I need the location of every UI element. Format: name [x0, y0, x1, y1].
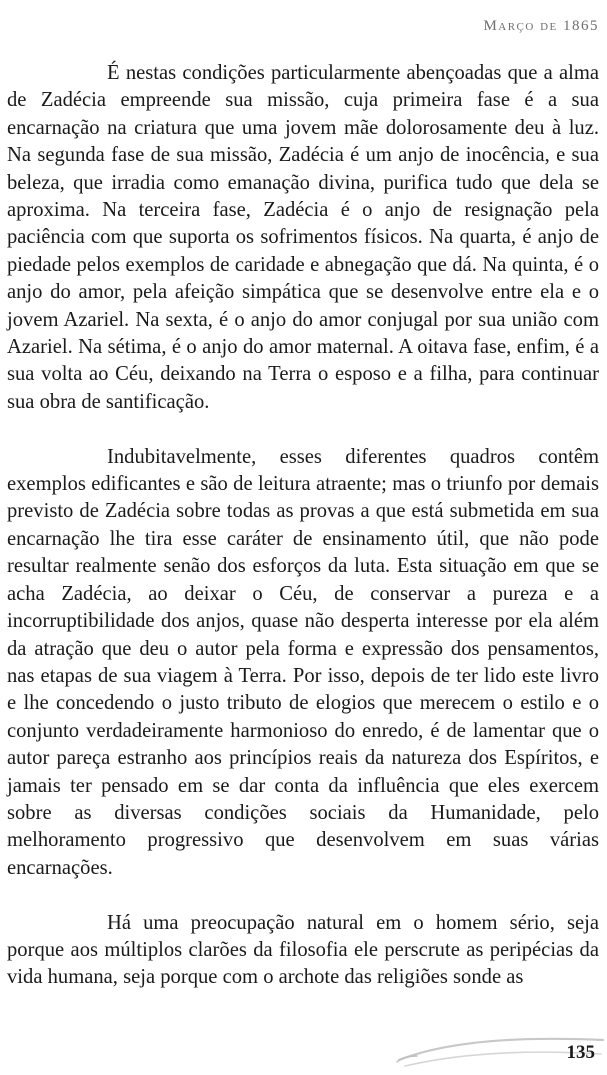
page-footer	[0, 1028, 607, 1075]
page-number: 135	[566, 1042, 595, 1063]
page-body	[7, 60, 599, 992]
paragraph-1: É nestas condições particularmente abençoadas que a alma de Zadécia empreende sua missão, cuja primeira fase é a sua encarnação na criatura que uma jovem mãe dolorosamente deu à luz. Na segunda fase de sua missão, Zadécia é um anjo de inocência, e sua beleza, que irradia como emanação divina, purifica tudo que dela se aproxima. Na terceira fase, Zadécia é o anjo de resignação pela paciência com que suporta os sofrimentos físicos. Na quarta, é anjo de piedade pelos exemplos de caridade e abnegação que dá. Na quinta, é o anjo do amor, pela afeição simpática que se desenvolve entre ela e o jovem Azariel. Na sexta, é o anjo do amor conjugal por sua união com Azariel. Na sétima, é o anjo do amor maternal. A oitava fase, enfim, é a sua volta ao Céu, deixando na Terra o esposo e a filha, para continuar sua obra de santificação.	[7, 62, 599, 413]
paragraph-3: Há uma preocupação natural em o homem sério, seja porque aos múltiplos clarões da filosofia ele perscrute as peripécias da vida humana, seja porque com o archote das religiões sonde as	[7, 911, 599, 989]
paragraph-2: Indubitavelmente, esses diferentes quadros contêm exemplos edificantes e são de leitura atraente; mas o triunfo por demais previsto de Zadécia sobre todas as provas a que está submetida em sua encarnação lhe tira esse caráter de ensinamento útil, que não pode resultar realmente senão dos esforços da luta. Esta situação em que se acha Zadécia, ao deixar o Céu, de conservar a pureza e a incorruptibilidade dos anjos, quase não desperta interesse por ela além da atração que deu o autor pela forma e expressão dos pensamentos, nas etapas de sua viagem à Terra. Por isso, depois de ter lido este livro e lhe concedendo o justo tributo de elogios que merecem o estilo e o conjunto verdadeiramente harmonioso do enredo, é de lamentar que o autor pareça estranho aos princípios reais da natureza dos Espíritos, e jamais ter pensado em se dar conta da influência que eles exercem sobre as diversas condições sociais da Humanidade, pelo melhoramento progressivo que desenvolvem em suas várias encarnações.	[7, 445, 599, 879]
running-header: Março de 1865	[483, 18, 599, 34]
